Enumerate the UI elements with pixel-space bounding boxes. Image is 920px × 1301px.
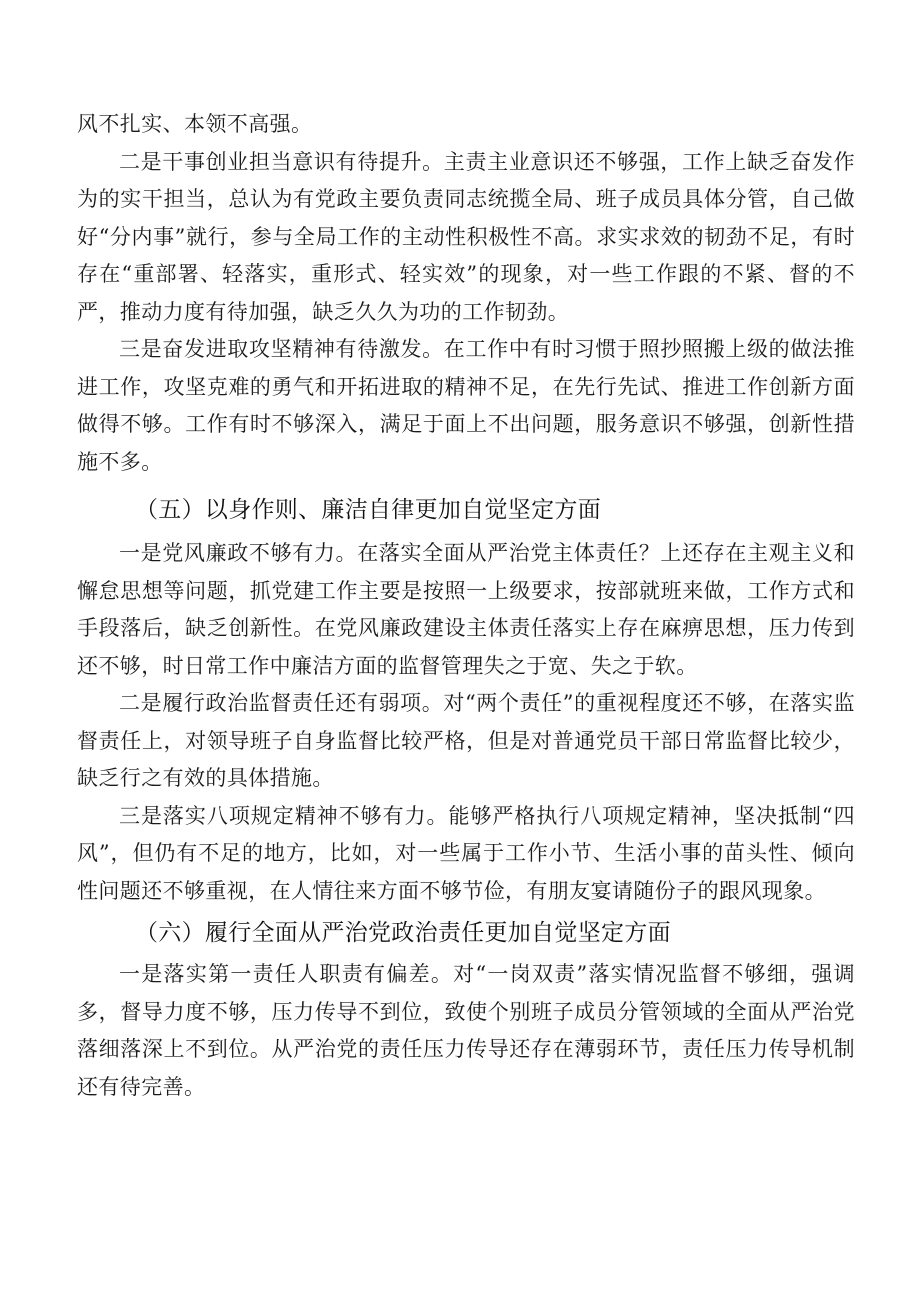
paragraph-point-3: 三是奋发进取攻坚精神有待激发。在工作中有时习惯于照抄照搬上级的做法推进工作，攻坚克难的勇气和开拓进取的精神不足，在先行先试、推进工作创新方面做得不够。工作有时不够深入，满足于面上不出问题，服务意识不够强，创新性措施不多。 (77, 337, 855, 474)
section-5-paragraph-2: 二是履行政治监督责任还有弱项。对“两个责任”的重视程度还不够，在落实监督责任上，对领导班子自身监督比较严格，但是对普通党员干部日常监督比较少，缺乏行之有效的具体措施。 (77, 691, 855, 790)
section-5-paragraph-1: 一是党风廉政不够有力。在落实全面从严治党主体责任？上还存在主观主义和懈怠思想等问题，抓党建工作主要是按照一上级要求，按部就班来做，工作方式和手段落后，缺乏创新性。在党风廉政建设主体责任落实上存在麻痹思想，压力传到还不够，时日常工作中廉洁方面的监督管理失之于宽、失之于软。 (77, 541, 855, 678)
section-6-paragraph-1: 一是落实第一责任人职责有偏差。对“一岗双责”落实情况监督不够细，强调多，督导力度不够，压力传导不到位，致使个别班子成员分管领域的全面从严治党落细落深上不到位。从严治党的责任压力传导还存在薄弱环节，责任压力传导机制还有待完善。 (77, 962, 855, 1099)
paragraph-point-2: 二是干事创业担当意识有待提升。主责主业意识还不够强，工作上缺乏奋发作为的实干担当，总认为有党政主要负责同志统揽全局、班子成员具体分管，自己做好“分内事”就行，参与全局工作的主动性积极性不高。求实求效的韧劲不足，有时存在“重部署、轻落实，重形式、轻实效”的现象，对一些工作跟的不紧、督的不严，推动力度有待加强，缺乏久久为功的工作韧劲。 (77, 149, 855, 324)
document-page (77, 106, 855, 1106)
section-6-heading: （六）履行全面从严治党政治责任更加自觉坚定方面 (135, 920, 671, 946)
section-5-paragraph-3: 三是落实八项规定精神不够有力。能够严格执行八项规定精神，坚决抵制“四风”，但仍有不足的地方，比如，对一些属于工作小节、生活小事的苗头性、倾向性问题还不够重视，在人情往来方面不够节俭，有朋友宴请随份子的跟风现象。 (77, 803, 855, 903)
section-5-heading: （五）以身作则、廉洁自律更加自觉坚定方面 (135, 497, 601, 523)
paragraph-continuation: 风不扎实、本领不高强。 (77, 112, 313, 136)
